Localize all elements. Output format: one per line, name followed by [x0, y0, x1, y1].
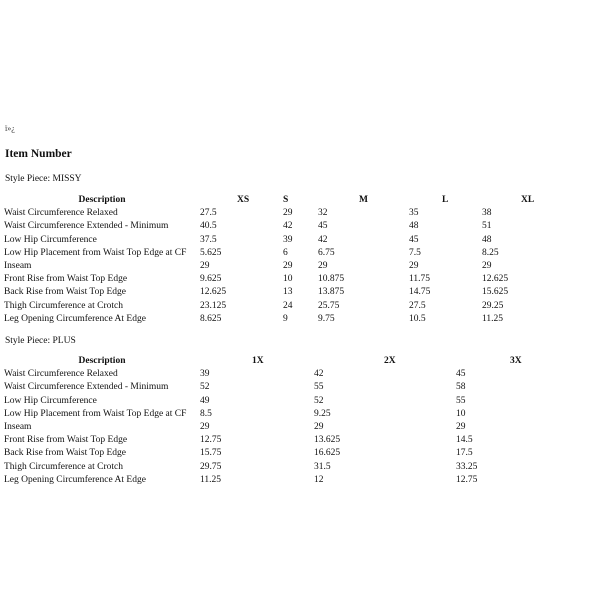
measurement-description-cell: Leg Opening Circumference At Edge: [4, 474, 146, 485]
measurement-description-cell: Front Rise from Waist Top Edge: [4, 274, 128, 285]
table-row: [4, 260, 589, 273]
encoding-artifact-text: ï»¿: [5, 124, 15, 133]
table-row: [4, 368, 589, 381]
size-value-cell: 10: [456, 408, 466, 419]
size-value-cell: 8.25: [482, 247, 499, 258]
size-value-cell: 33.25: [456, 461, 478, 472]
size-value-cell: 40.5: [200, 221, 217, 232]
size-value-cell: 42: [318, 234, 328, 245]
size-value-cell: 45: [318, 221, 328, 232]
size-value-cell: 6: [283, 247, 288, 258]
size-value-cell: 9: [283, 313, 288, 324]
size-value-cell: 16.625: [314, 448, 341, 459]
size-value-cell: 55: [456, 395, 466, 406]
measurement-description-cell: Back Rise from Waist Top Edge: [4, 287, 126, 298]
plus-size-table: [4, 355, 589, 487]
table-row: [4, 408, 589, 421]
column-header: M: [359, 195, 368, 205]
measurement-description-cell: Low Hip Circumference: [4, 395, 97, 406]
measurement-description-cell: Thigh Circumference at Crotch: [4, 300, 123, 311]
missy-size-table: [4, 194, 589, 326]
column-header: XL: [521, 195, 535, 205]
table-row: [4, 207, 589, 220]
size-value-cell: 13: [283, 287, 293, 298]
size-value-cell: 58: [456, 382, 466, 393]
column-header: Description: [78, 356, 126, 366]
page-title: Item Number: [5, 148, 72, 160]
table-row: [4, 273, 589, 286]
table-row: [4, 447, 589, 460]
size-value-cell: 11.25: [200, 474, 222, 485]
column-header: XS: [237, 195, 250, 205]
column-header: S: [283, 195, 289, 205]
size-value-cell: 29.25: [482, 300, 504, 311]
size-value-cell: 38: [482, 208, 492, 219]
size-value-cell: 51: [482, 221, 492, 232]
size-value-cell: 29: [283, 261, 293, 272]
size-value-cell: 27.5: [409, 300, 426, 311]
size-value-cell: 5.625: [200, 247, 222, 258]
table-row: [4, 286, 589, 299]
size-value-cell: 14.5: [456, 435, 473, 446]
column-header: L: [442, 195, 449, 205]
size-value-cell: 11.75: [409, 274, 431, 285]
measurement-description-cell: Waist Circumference Extended - Minimum: [4, 382, 169, 393]
style-label-plus: Style Piece: PLUS: [5, 336, 76, 346]
table-row: [4, 474, 589, 487]
table-row: [4, 234, 589, 247]
size-value-cell: 25.75: [318, 300, 340, 311]
measurement-description-cell: Low Hip Circumference: [4, 234, 97, 245]
size-value-cell: 9.75: [318, 313, 335, 324]
size-value-cell: 29: [314, 422, 324, 433]
size-value-cell: 37.5: [200, 234, 217, 245]
table-row: [4, 395, 589, 408]
size-value-cell: 29.75: [200, 461, 222, 472]
table-header-row: [4, 194, 589, 207]
size-value-cell: 7.5: [409, 247, 421, 258]
size-value-cell: 12.75: [200, 435, 222, 446]
size-value-cell: 10: [283, 274, 293, 285]
table-row: [4, 421, 589, 434]
size-value-cell: 15.625: [482, 287, 509, 298]
size-value-cell: 29: [318, 261, 328, 272]
column-header: 3X: [510, 356, 522, 366]
size-value-cell: 52: [314, 395, 324, 406]
size-value-cell: 45: [409, 234, 419, 245]
size-value-cell: 31.5: [314, 461, 331, 472]
table-row: [4, 220, 589, 233]
table-row: [4, 300, 589, 313]
size-value-cell: 49: [200, 395, 210, 406]
size-value-cell: 8.5: [200, 408, 212, 419]
size-value-cell: 6.75: [318, 247, 335, 258]
size-value-cell: 48: [482, 234, 492, 245]
column-header: Description: [78, 195, 126, 205]
size-value-cell: 8.625: [200, 313, 222, 324]
table-row: [4, 381, 589, 394]
measurement-description-cell: Low Hip Placement from Waist Top Edge at CF: [4, 408, 187, 419]
size-value-cell: 9.25: [314, 408, 331, 419]
size-value-cell: 29: [482, 261, 492, 272]
size-value-cell: 24: [283, 300, 293, 311]
measurement-description-cell: Waist Circumference Relaxed: [4, 208, 118, 219]
size-value-cell: 42: [283, 221, 293, 232]
style-label-missy: Style Piece: MISSY: [5, 174, 82, 184]
size-value-cell: 39: [200, 369, 210, 380]
size-value-cell: 45: [456, 369, 466, 380]
size-value-cell: 17.5: [456, 448, 473, 459]
column-header: 1X: [252, 356, 264, 366]
size-value-cell: 11.25: [482, 313, 504, 324]
size-value-cell: 12: [314, 474, 324, 485]
size-value-cell: 42: [314, 369, 324, 380]
column-header: 2X: [384, 356, 396, 366]
measurement-description-cell: Waist Circumference Extended - Minimum: [4, 221, 169, 232]
size-value-cell: 35: [409, 208, 419, 219]
size-value-cell: 29: [200, 261, 210, 272]
size-value-cell: 10.875: [318, 274, 345, 285]
size-value-cell: 27.5: [200, 208, 217, 219]
size-value-cell: 52: [200, 382, 210, 393]
table-row: [4, 461, 589, 474]
size-value-cell: 29: [409, 261, 419, 272]
size-value-cell: 15.75: [200, 448, 222, 459]
table-row: [4, 313, 589, 326]
measurement-description-cell: Waist Circumference Relaxed: [4, 369, 118, 380]
size-value-cell: 23.125: [200, 300, 227, 311]
size-value-cell: 14.75: [409, 287, 431, 298]
size-value-cell: 9.625: [200, 274, 222, 285]
table-row: [4, 247, 589, 260]
size-value-cell: 29: [200, 422, 210, 433]
size-value-cell: 55: [314, 382, 324, 393]
size-value-cell: 12.625: [482, 274, 509, 285]
measurement-description-cell: Low Hip Placement from Waist Top Edge at CF: [4, 247, 187, 258]
size-value-cell: 13.625: [314, 435, 341, 446]
size-value-cell: 29: [283, 208, 293, 219]
size-value-cell: 29: [456, 422, 466, 433]
measurement-description-cell: Front Rise from Waist Top Edge: [4, 435, 128, 446]
size-value-cell: 12.75: [456, 474, 478, 485]
table-row: [4, 434, 589, 447]
size-value-cell: 39: [283, 234, 293, 245]
size-value-cell: 12.625: [200, 287, 227, 298]
measurement-description-cell: Inseam: [4, 261, 32, 272]
size-value-cell: 48: [409, 221, 419, 232]
measurement-description-cell: Leg Opening Circumference At Edge: [4, 313, 146, 324]
measurement-description-cell: Thigh Circumference at Crotch: [4, 461, 123, 472]
measurement-description-cell: Back Rise from Waist Top Edge: [4, 448, 126, 459]
size-value-cell: 10.5: [409, 313, 426, 324]
table-header-row: [4, 355, 589, 368]
measurement-description-cell: Inseam: [4, 422, 32, 433]
size-value-cell: 32: [318, 208, 328, 219]
size-value-cell: 13.875: [318, 287, 345, 298]
